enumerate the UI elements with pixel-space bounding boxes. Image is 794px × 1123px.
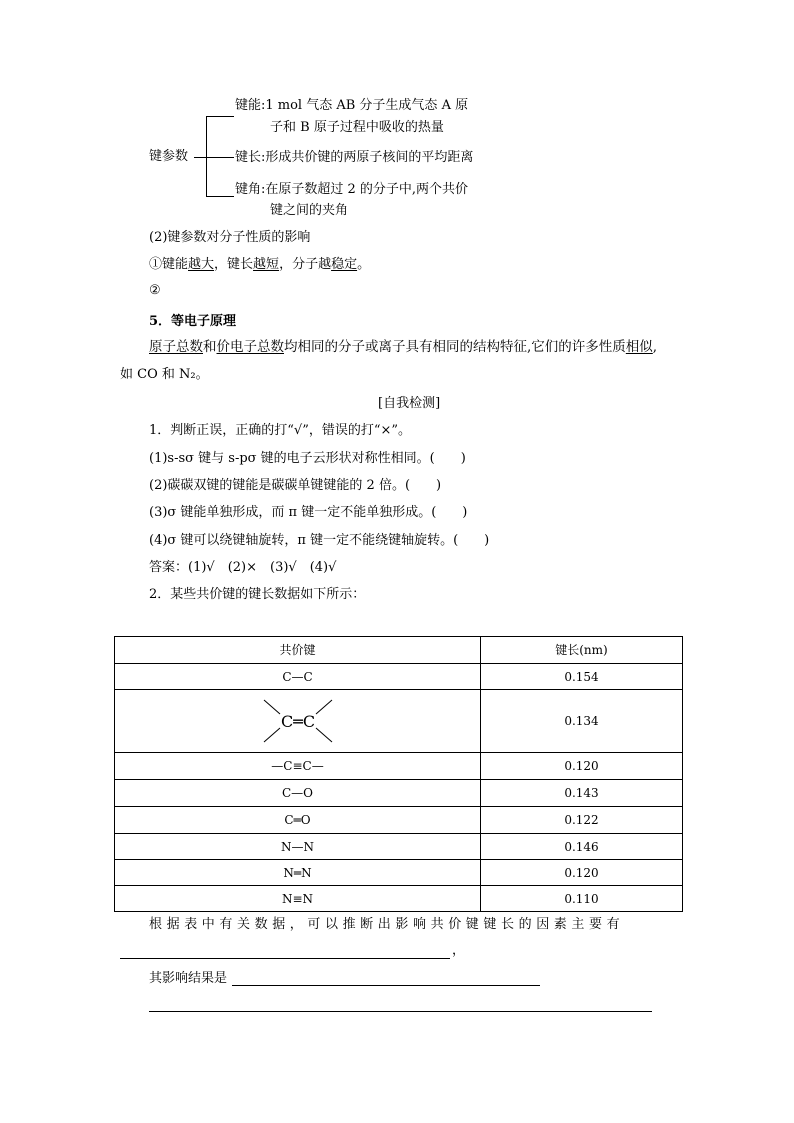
- text-run: 和: [203, 339, 217, 355]
- length-cell: 0.134: [481, 690, 683, 753]
- blank-comma: ，: [452, 943, 466, 958]
- bracket-stem: [194, 157, 234, 158]
- text-run: 。: [357, 257, 371, 272]
- section5-paragraph-line2: 如 CO 和 N₂。: [120, 367, 209, 382]
- bond-cell: N≡N: [115, 886, 481, 912]
- text-run: 均相同的分子或离子具有相同的结构特征,它们的许多性质: [284, 339, 626, 355]
- alkene-structure: [258, 696, 338, 746]
- question-2-result-label: 其影响结果是: [149, 971, 228, 986]
- length-cell: 0.154: [481, 664, 683, 690]
- question-1-item: (3)σ 键能单独形成，而 π 键一定不能单独形成。( ): [149, 505, 468, 520]
- question-1-item: (1)s-sσ 键与 s-pσ 键的电子云形状对称性相同。( ): [149, 451, 466, 466]
- bond-cell: C═O: [115, 807, 481, 834]
- question-1-item: (2)碳碳双键的键能是碳碳单键键能的 2 倍。( ): [149, 478, 442, 493]
- bond-cell: N═N: [115, 860, 481, 886]
- length-cell: 0.122: [481, 807, 683, 834]
- table-row: [115, 807, 683, 834]
- bond-angle-line1: 键角:在原子数超过 2 的分子中,两个共价: [235, 182, 469, 197]
- table-row: [115, 886, 683, 912]
- question-2: 2．某些共价键的键长数据如下所示：: [149, 587, 366, 602]
- bracket-spine: [206, 116, 207, 197]
- table-row: [115, 860, 683, 886]
- text-run: ，分子越: [279, 257, 332, 272]
- text-run: ,: [652, 339, 658, 355]
- answer-blank-1[interactable]: [120, 958, 450, 959]
- table-row: [115, 664, 683, 690]
- header-bond: 共价键: [115, 637, 481, 664]
- underlined-term: 相似: [625, 339, 653, 355]
- bond-cell-structure: [115, 690, 481, 753]
- table-row: [115, 690, 683, 753]
- question-1: 1．判断正误，正确的打“√”，错误的打“×”。: [149, 423, 412, 438]
- table-header-row: [115, 637, 683, 664]
- self-check-title: [自我检测]: [378, 396, 441, 411]
- table-row: [115, 780, 683, 807]
- bond-length-table: [114, 636, 683, 912]
- underlined-term: 越短: [253, 257, 280, 272]
- underlined-term: 稳定: [331, 257, 358, 272]
- section2-heading: (2)键参数对分子性质的影响: [149, 230, 311, 245]
- section5-paragraph-line1: [149, 341, 657, 355]
- underlined-term: 价电子总数: [216, 339, 284, 355]
- underlined-term: 原子总数: [149, 339, 203, 355]
- answer-blank-3[interactable]: [149, 1011, 652, 1012]
- question-1-item: (4)σ 键可以绕键轴旋转，π 键一定不能绕键轴旋转。( ): [149, 533, 490, 548]
- text-run: ①键能: [149, 257, 189, 272]
- length-cell: 0.143: [481, 780, 683, 807]
- bond-angle-line2: 键之间的夹角: [270, 203, 349, 218]
- bracket-top-tick: [206, 116, 234, 117]
- length-cell: 0.120: [481, 753, 683, 780]
- bond-energy-line2: 子和 B 原子过程中吸收的热量: [270, 120, 444, 135]
- section2-line1: [149, 258, 370, 271]
- bond-length-line: 键长:形成共价键的两原子核间的平均距离: [235, 150, 474, 165]
- bond-cell: C—C: [115, 664, 481, 690]
- question-2-prompt: 根据表中有关数据，可以推断出影响共价键键长的因素主要有: [149, 917, 625, 932]
- answer-line: 答案：(1)√ (2)× (3)√ (4)√: [149, 560, 337, 575]
- length-cell: 0.146: [481, 834, 683, 860]
- length-cell: 0.120: [481, 860, 683, 886]
- bond-cell: —C≡C—: [115, 753, 481, 780]
- header-length: 键长(nm): [481, 637, 683, 664]
- table-row: [115, 834, 683, 860]
- bond-cell: C—O: [115, 780, 481, 807]
- bracket-bottom-tick: [206, 196, 234, 197]
- length-cell: 0.110: [481, 886, 683, 912]
- bond-cell: N—N: [115, 834, 481, 860]
- bond-params-root: 键参数: [149, 149, 189, 164]
- section2-line2: ②: [149, 283, 161, 298]
- section5-heading: 5．等电子原理: [149, 314, 237, 329]
- bond-energy-line1: 键能:1 mol 气态 AB 分子生成气态 A 原: [235, 98, 469, 113]
- table-row: [115, 753, 683, 780]
- answer-blank-2[interactable]: [232, 985, 540, 986]
- underlined-term: 越大: [188, 257, 215, 272]
- alkene-formula: C═C: [280, 712, 315, 731]
- text-run: ，键长: [214, 257, 254, 272]
